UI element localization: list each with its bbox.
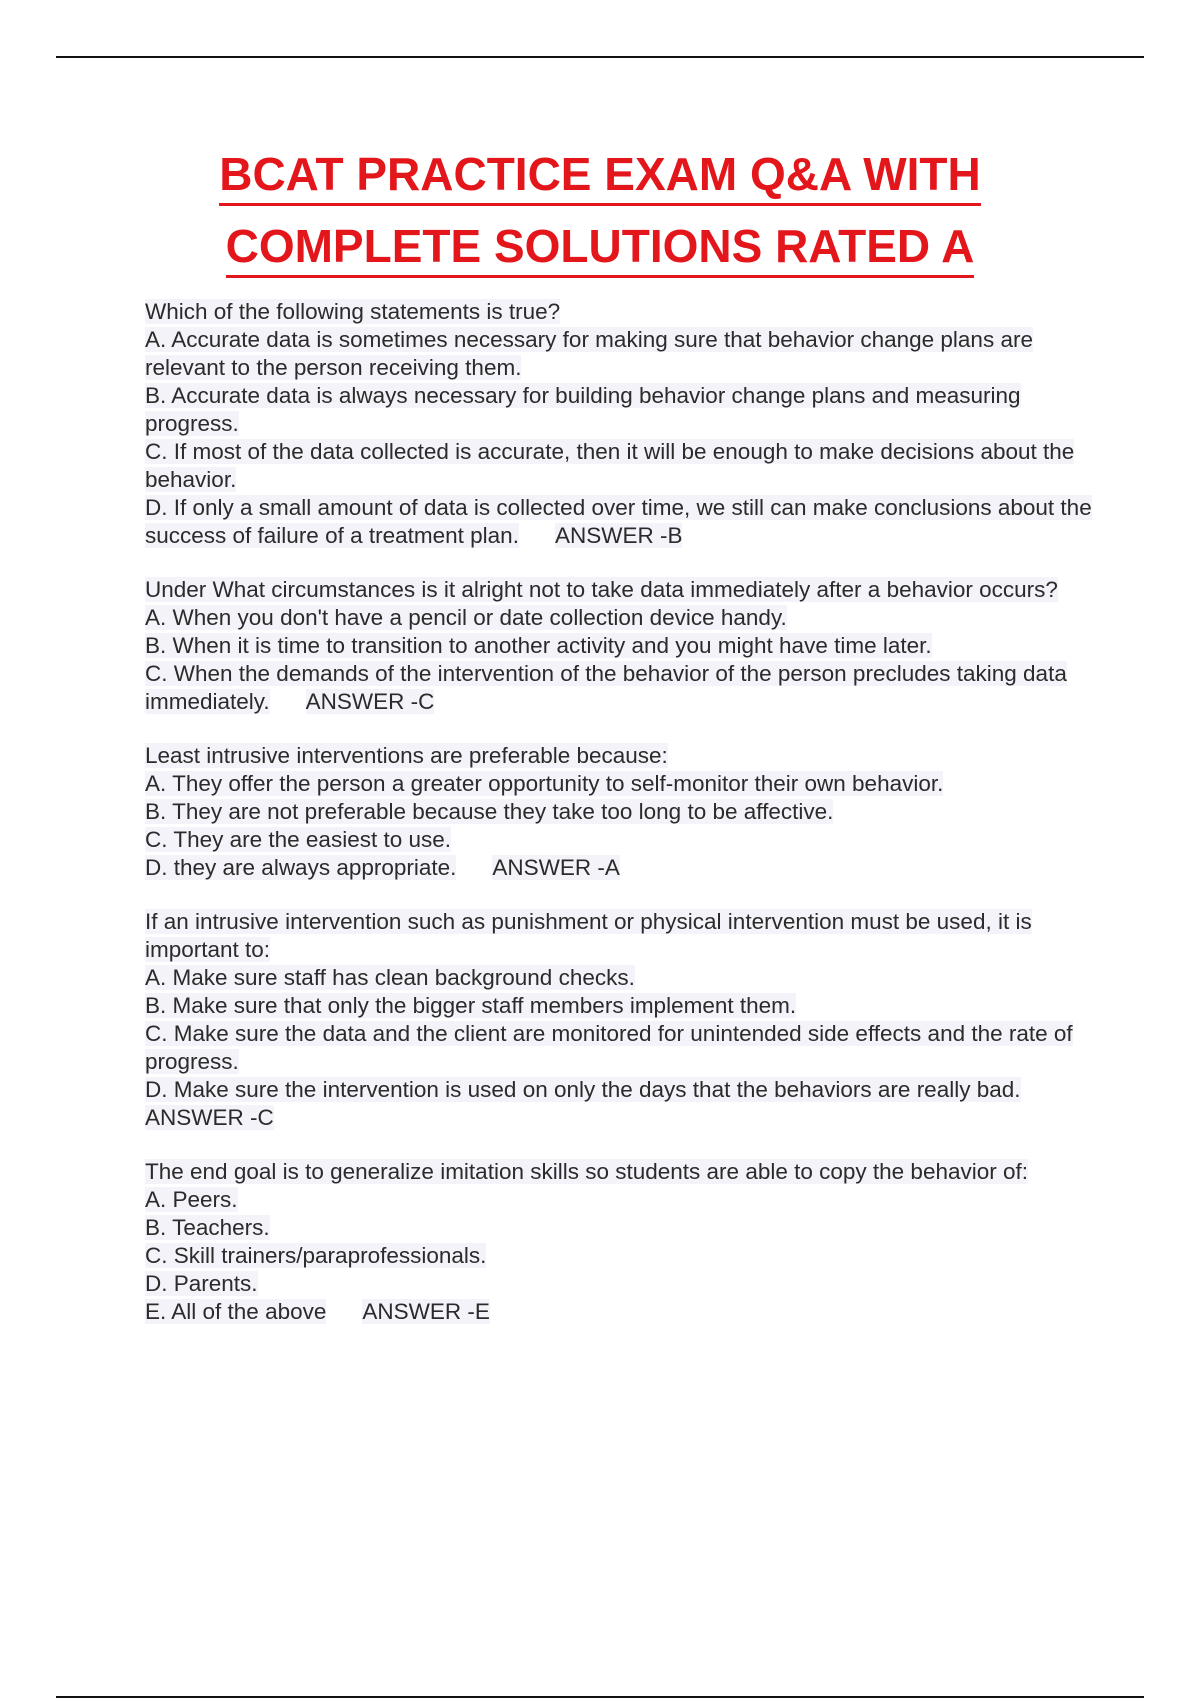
document-title	[0, 140, 1200, 284]
question-list	[145, 298, 1095, 1352]
answer-option: D. Make sure the intervention is used on only the days that the behaviors are really bad.	[145, 1077, 1021, 1102]
question-block	[145, 298, 1095, 550]
answer-key: ANSWER -A	[492, 855, 620, 880]
answer-option: A. Accurate data is sometimes necessary for making sure that behavior change plans are relevant to the person receiving them.	[145, 327, 1033, 380]
question-block	[145, 1158, 1095, 1326]
answer-option: A. Make sure staff has clean background checks.	[145, 965, 635, 990]
answer-option: D. Parents.	[145, 1271, 258, 1296]
answer-option: E. All of the above	[145, 1299, 327, 1324]
question-stem: If an intrusive intervention such as punishment or physical intervention must be used, it is important to:	[145, 909, 1032, 962]
answer-option: C. When the demands of the intervention of the behavior of the person precludes taking data immediately.	[145, 661, 1067, 714]
question-stem: Which of the following statements is true?	[145, 299, 561, 324]
answer-option: B. Teachers.	[145, 1215, 270, 1240]
question-stem: Under What circumstances is it alright not to take data immediately after a behavior occurs?	[145, 577, 1058, 602]
answer-key: ANSWER -C	[145, 1105, 274, 1130]
bottom-rule	[56, 1696, 1144, 1698]
answer-option: C. If most of the data collected is accurate, then it will be enough to make decisions about the behavior.	[145, 439, 1075, 492]
answer-option: C. Skill trainers/paraprofessionals.	[145, 1243, 487, 1268]
answer-key: ANSWER -C	[305, 689, 435, 714]
answer-option: A. When you don't have a pencil or date collection device handy.	[145, 605, 787, 630]
answer-option: B. They are not preferable because they take too long to be affective.	[145, 799, 834, 824]
answer-key: ANSWER -B	[554, 523, 683, 548]
answer-option: B. Accurate data is always necessary for building behavior change plans and measuring progress.	[145, 383, 1021, 436]
answer-option: C. They are the easiest to use.	[145, 827, 452, 852]
answer-option: A. They offer the person a greater opportunity to self-monitor their own behavior.	[145, 771, 944, 796]
question-block	[145, 742, 1095, 882]
top-rule	[56, 56, 1144, 58]
answer-option: D. they are always appropriate.	[145, 855, 457, 880]
question-stem: The end goal is to generalize imitation skills so students are able to copy the behavior of:	[145, 1159, 1029, 1184]
answer-key: ANSWER -E	[362, 1299, 490, 1324]
title-line-1: BCAT PRACTICE EXAM Q&A WITH	[219, 145, 981, 206]
question-block	[145, 908, 1095, 1132]
answer-option: B. Make sure that only the bigger staff members implement them.	[145, 993, 797, 1018]
answer-option: C. Make sure the data and the client are monitored for unintended side effects and the rate of progress.	[145, 1021, 1073, 1074]
question-block	[145, 576, 1095, 716]
question-stem: Least intrusive interventions are preferable because:	[145, 743, 668, 768]
answer-option: A. Peers.	[145, 1187, 238, 1212]
answer-option: D. If only a small amount of data is collected over time, we still can make conclusions about the success of failure of a treatment plan.	[145, 495, 1092, 548]
title-line-2: COMPLETE SOLUTIONS RATED A	[226, 217, 975, 278]
answer-option: B. When it is time to transition to another activity and you might have time later.	[145, 633, 932, 658]
